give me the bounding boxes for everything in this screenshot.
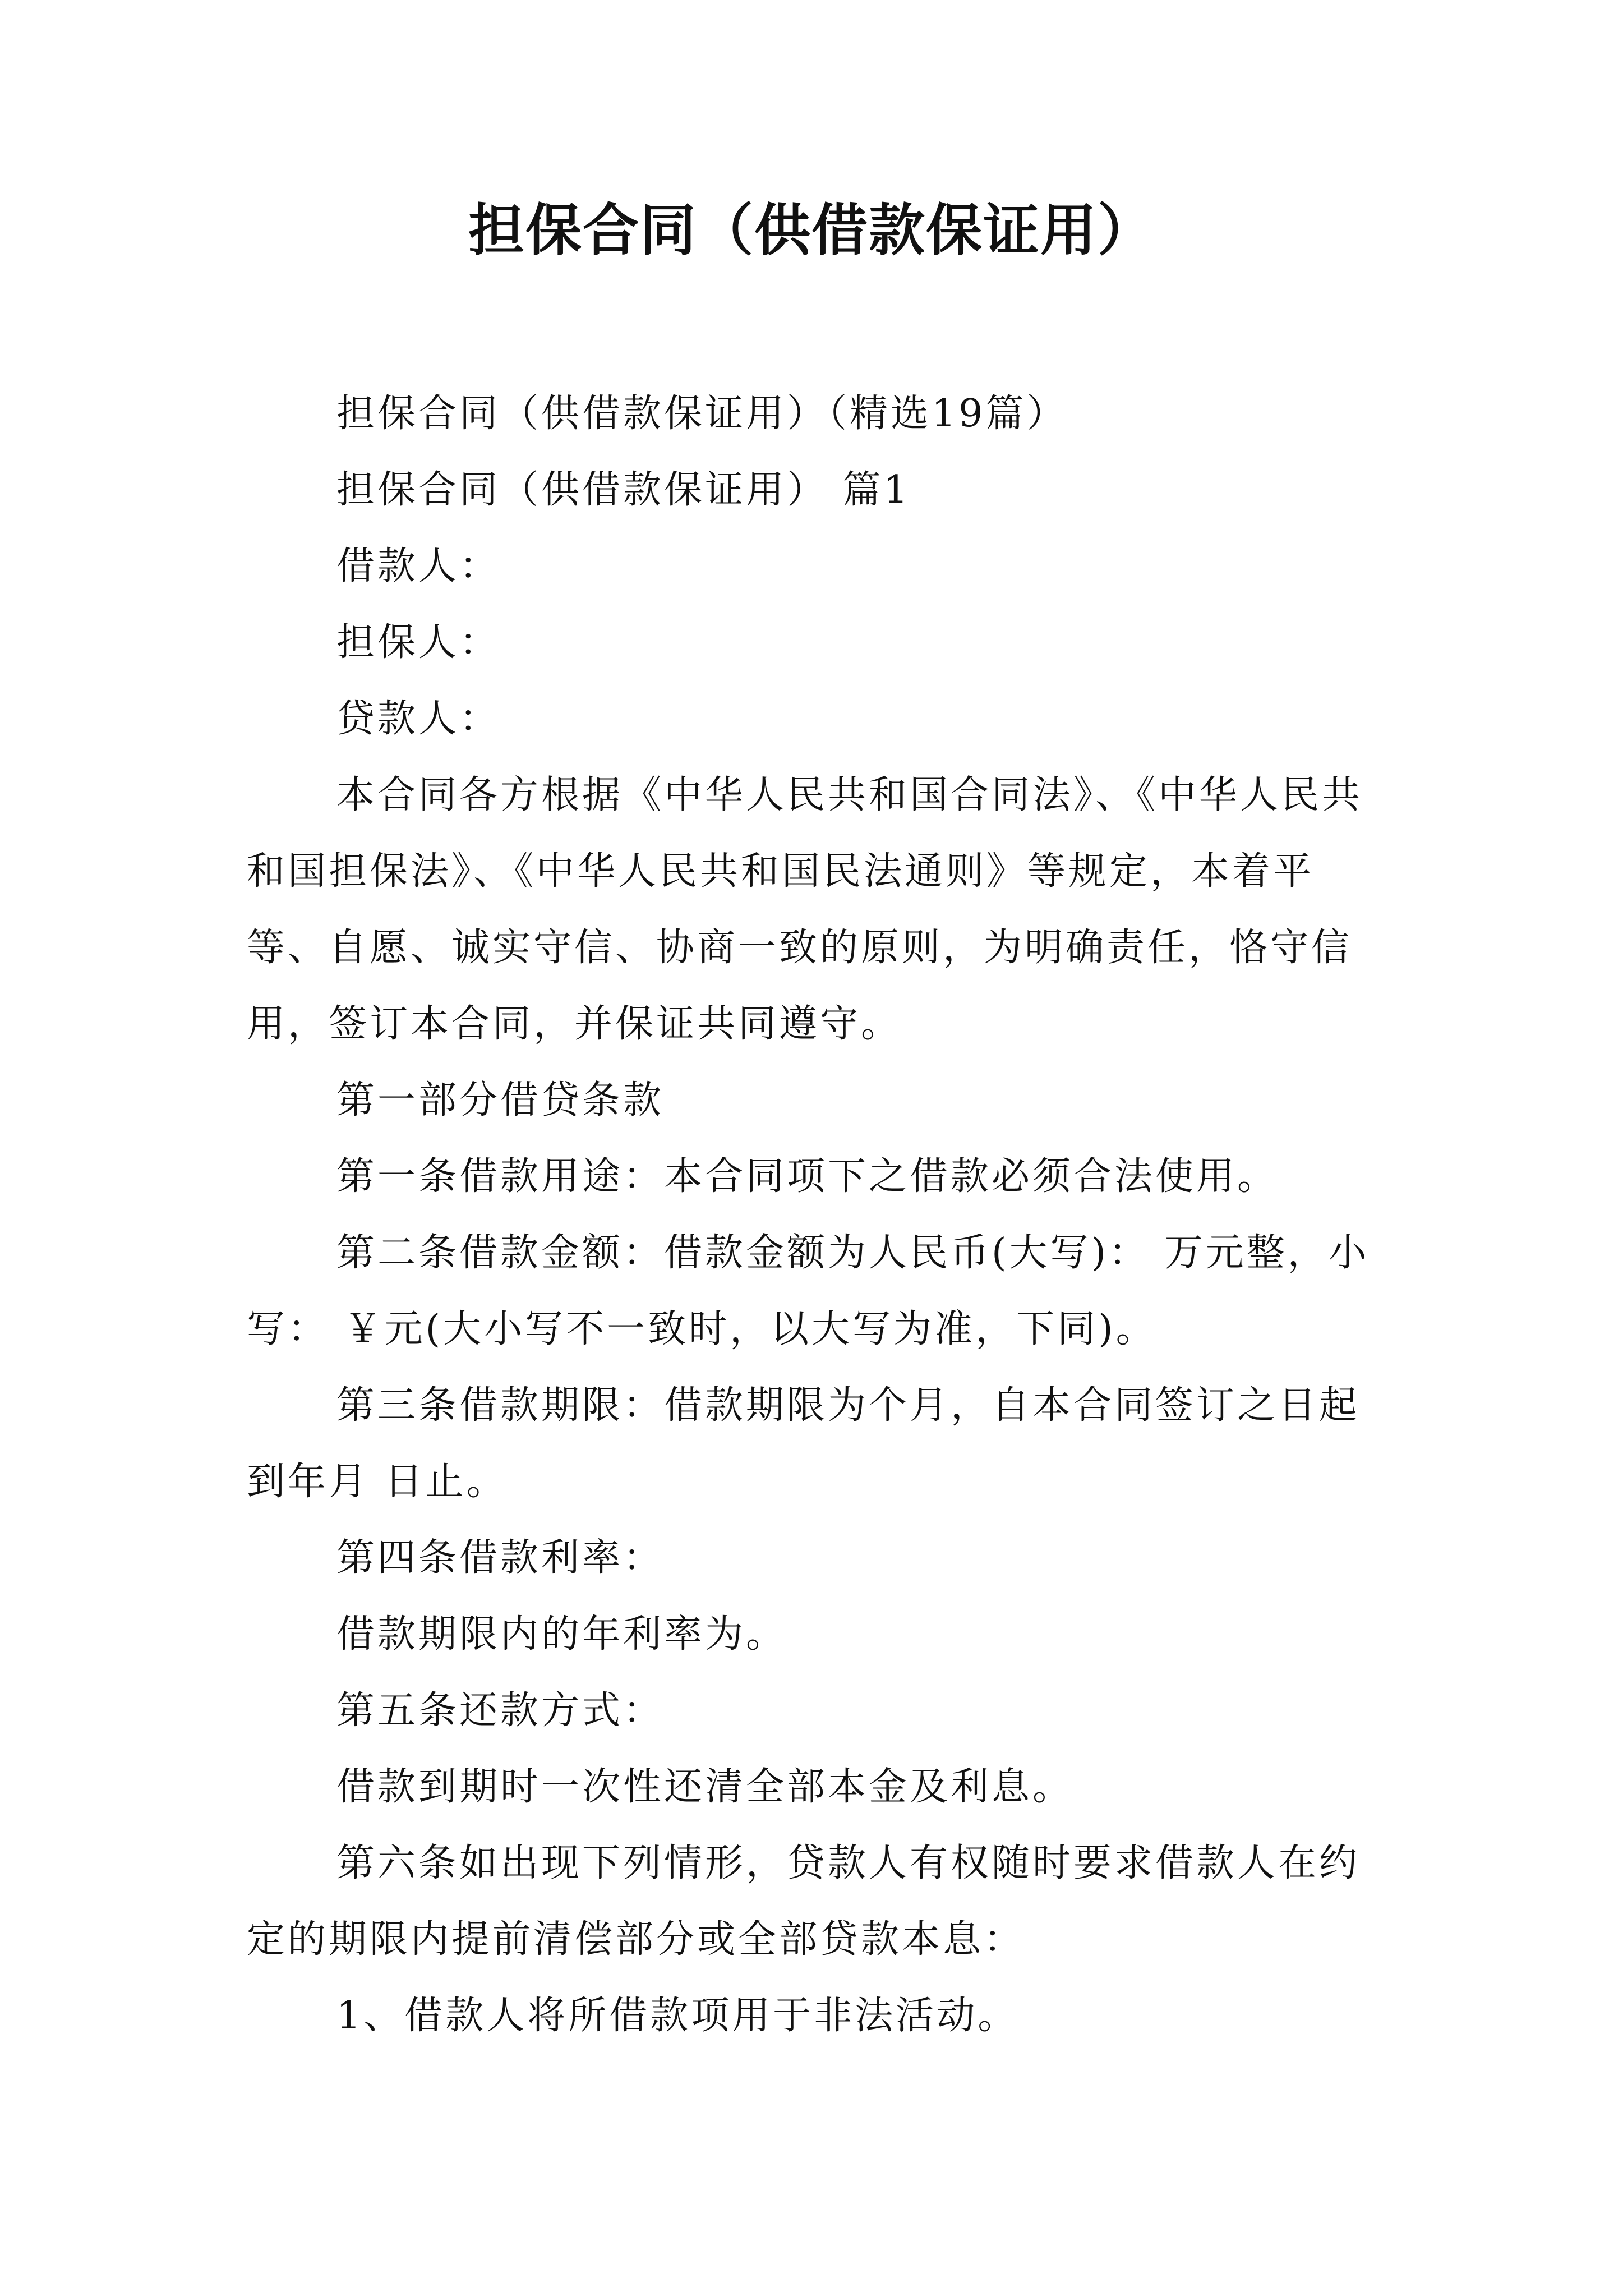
document-title: 担保合同（供借款保证用） xyxy=(468,197,1155,263)
paragraph-lender: 贷款人： xyxy=(336,697,501,741)
paragraph-article-1: 第一条借款用途：本合同项下之借款必须合法使用。 xyxy=(336,1154,1279,1199)
paragraph-repayment: 借款到期时一次性还清全部本金及利息。 xyxy=(336,1765,1074,1809)
paragraph-article-5: 第五条还款方式： xyxy=(336,1688,665,1733)
paragraph-preamble: 本合同各方根据《中华人民共和国合同法》、《中华人民共和国担保法》、《中华人民共和国民法通则》等规定，本着平等、自愿、诚实守信、协商一致的原则，为明确责任，恪守信用，签订本合同，并保证共同遵守。 xyxy=(247,773,1363,1046)
paragraph-section-heading: 担保合同（供借款保证用） 篇1 xyxy=(336,468,911,512)
paragraph-borrower: 借款人： xyxy=(336,544,501,588)
paragraph-article-4: 第四条借款利率： xyxy=(336,1536,665,1580)
paragraph-article-3: 第三条借款期限：借款期限为个月，自本合同签订之日起到年月 日止。 xyxy=(247,1383,1361,1504)
paragraph-article-6: 第六条如出现下列情形，贷款人有权随时要求借款人在约定的期限内提前清偿部分或全部贷款本息： xyxy=(247,1841,1361,1962)
paragraph-article-2: 第二条借款金额：借款金额为人民币(大写)： 万元整，小写： ￥元(大小写不一致时，以大写为准，下同)。 xyxy=(247,1231,1370,1351)
paragraph-subtitle: 担保合同（供借款保证用）（精选19篇） xyxy=(336,392,1068,436)
document-body xyxy=(247,376,1391,2054)
paragraph-guarantor: 担保人： xyxy=(336,620,501,665)
paragraph-part-one: 第一部分借贷条款 xyxy=(336,1078,665,1122)
paragraph-item-1: 1、借款人将所借款项用于非法活动。 xyxy=(336,1994,1019,2038)
paragraph-interest-rate: 借款期限内的年利率为。 xyxy=(336,1612,787,1657)
